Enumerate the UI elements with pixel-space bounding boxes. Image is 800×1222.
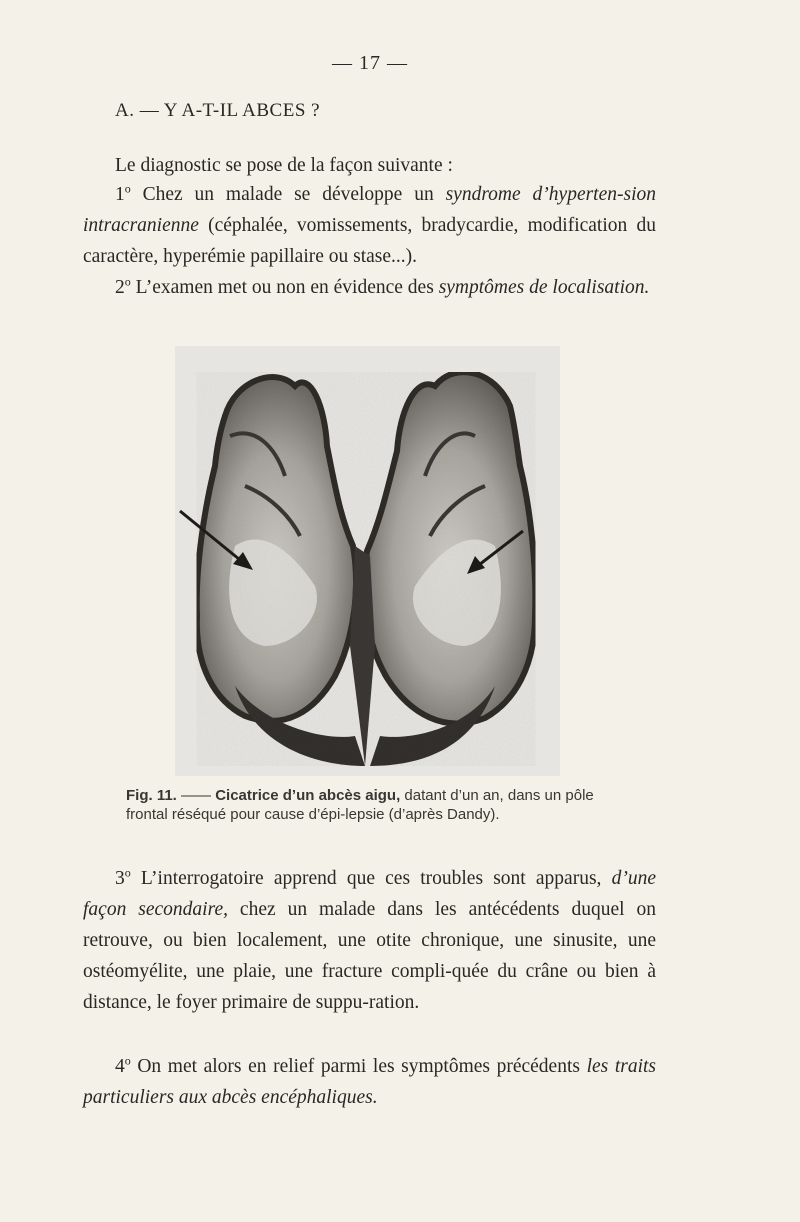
item-1-text-after: (céphalée, vomissements, bradycardie, modification du caractère, hyperémie papillaire ou stase...). — [83, 215, 656, 267]
intro-text: Le diagnostic se pose de la façon suivante : — [115, 155, 453, 176]
item-2-text-before: L’examen met ou non en évidence des — [130, 277, 439, 298]
intro-paragraph — [83, 150, 656, 181]
item-1-emphasis: syndrome d’hyperten-sion intracranienne — [83, 184, 657, 236]
item-1-text-before: Chez un malade se développe un — [130, 184, 446, 205]
item-2-number: 2$^o$ — [115, 274, 131, 298]
item-4-paragraph — [83, 1051, 656, 1113]
item-3-emphasis: d’une façon secondaire, — [83, 868, 656, 920]
brain-specimen-figure — [175, 346, 560, 776]
item-3-text-before: L’interrogatoire apprend que ces troubles sont apparus, — [130, 868, 612, 889]
figure-dash: —— — [176, 787, 216, 804]
item-1-number: 1$^o$ — [115, 181, 131, 205]
item-3-number: 3$^o$ — [115, 865, 131, 889]
item-3-paragraph — [83, 863, 656, 1018]
figure-caption — [126, 787, 621, 824]
item-4-text-before: On met alors en relief parmi les symptômes précédents — [130, 1056, 587, 1077]
page-number: — 17 — — [332, 52, 408, 74]
figure-title: Cicatrice d’un abcès aigu, — [215, 787, 401, 804]
item-1-paragraph — [83, 179, 656, 272]
item-4-emphasis: les traits particuliers aux abcès encéphaliques. — [83, 1056, 656, 1108]
item-4-number: 4$^o$ — [115, 1053, 131, 1077]
item-2-paragraph — [83, 272, 656, 303]
item-2-emphasis: symptômes de localisation. — [438, 277, 650, 298]
item-3-text-after: chez un malade dans les antécédents duquel on retrouve, ou bien localement, une otite chronique, une sinusite, une ostéomyélite, une plaie, une fracture compli-quée du crâne ou bien à distance, le foyer primaire de suppu-ration. — [83, 899, 656, 1013]
figure-description: datant d’un an, dans un pôle frontal réséqué pour cause d’épi-lepsie (d’après Dandy). — [126, 787, 594, 823]
figure-label: Fig. 11. — [126, 787, 177, 804]
brain-specimen-image — [175, 346, 560, 776]
section-heading: A. — Y A-T-IL ABCES ? — [115, 100, 321, 121]
